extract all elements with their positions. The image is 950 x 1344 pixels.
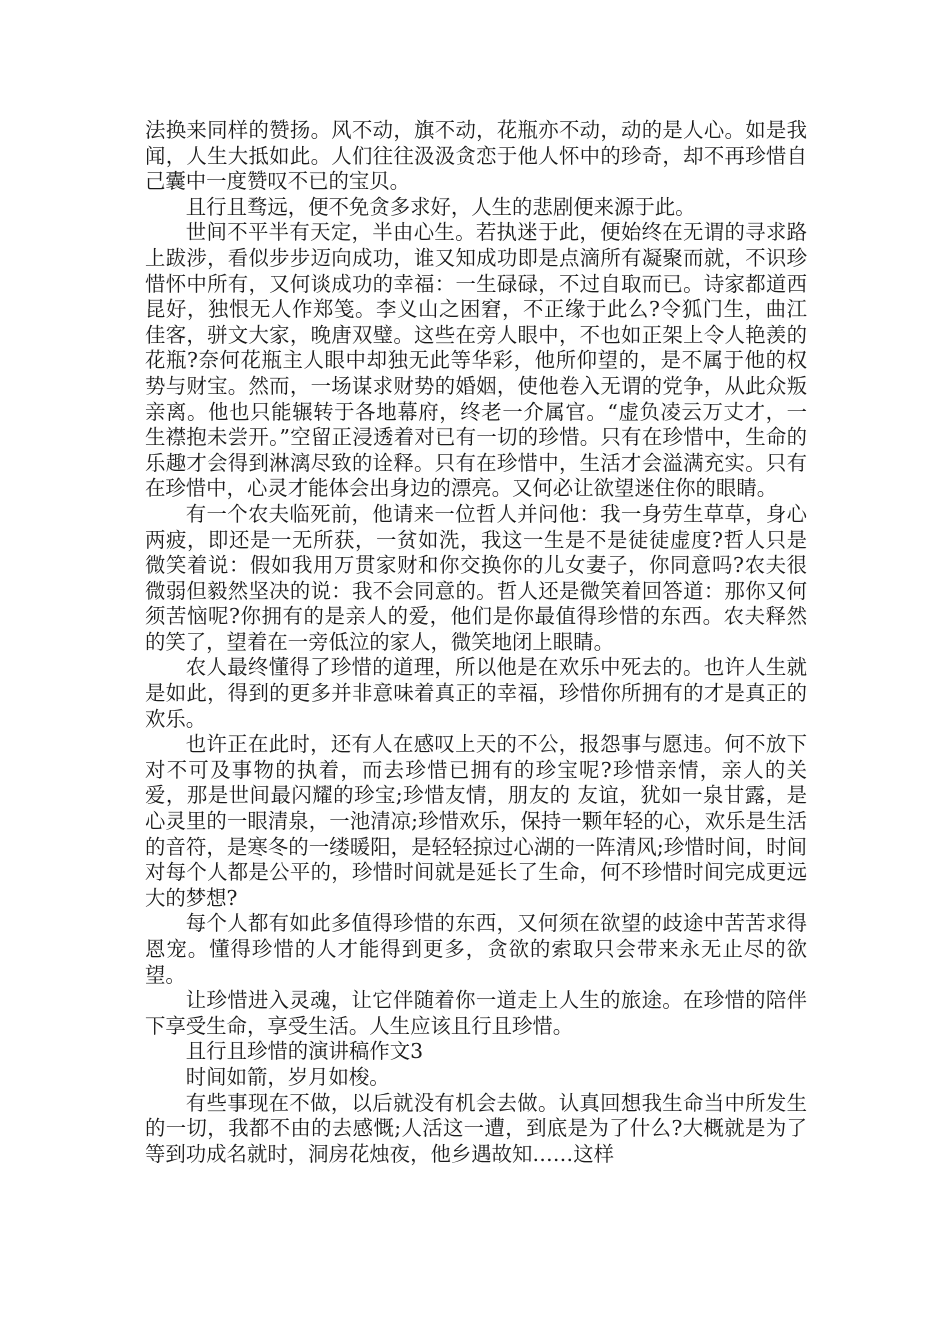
paragraph-10: 有些事现在不做，以后就没有机会去做。认真回想我生命当中所发生的一切，我都不由的去感慨;人活这一遭，到底是为了什么?大概就是为了等到功成名就时，洞房花烛夜，他乡遇故知……这样 xyxy=(145,1090,807,1166)
paragraph-3: 世间不平半有天定，半由心生。若执迷于此，便始终在无谓的寻求路上跋涉，看似步步迈向成功，谁又知成功即是点滴所有凝聚而就，不识珍惜怀中所有，又何谈成功的幸福：一生碌碌，不过自取而已。诗家都道西昆好，独恨无人作郑笺。李义山之困窘，不正缘于此么?令狐门生，曲江佳客，骈文大家，晚唐双璧。这些在旁人眼中，不也如正架上令人艳羡的花瓶?奈何花瓶主人眼中却独无此等华彩，他所仰望的，是不属于他的权势与财宝。然而，一场谋求财势的婚姻，使他卷入无谓的党争，从此众叛亲离。他也只能辗转于各地幕府，终老一介属官。“虚负凌云万丈才，一生襟抱未尝开。”空留正浸透着对已有一切的珍惜。只有在珍惜中，生命的乐趣才会得到淋漓尽致的诠释。只有在珍惜中，生活才会溢满充实。只有在珍惜中，心灵才能体会出身边的漂亮。又何必让欲望迷住你的眼睛。 xyxy=(145,220,807,501)
paragraph-9: 时间如箭，岁月如梭。 xyxy=(185,1064,390,1089)
section-heading: 且行且珍惜的演讲稿作文3 xyxy=(185,1039,424,1064)
paragraph-5: 农人最终懂得了珍惜的道理，所以他是在欢乐中死去的。也许人生就是如此，得到的更多并非意味着真正的幸福，珍惜你所拥有的才是真正的欢乐。 xyxy=(145,655,807,731)
paragraph-1: 法换来同样的赞扬。风不动，旗不动，花瓶亦不动，动的是人心。如是我闻，人生大抵如此。人们往往汲汲贪恋于他人怀中的珍奇，却不再珍惜自己囊中一度赞叹不已的宝贝。 xyxy=(145,118,807,194)
document-page xyxy=(145,118,807,1167)
paragraph-4: 有一个农夫临死前，他请来一位哲人并问他：我一身劳生草草，身心两疲，即还是一无所获，一贫如洗，我这一生是不是徒徒虚度?哲人只是微笑着说：假如我用万贯家财和你交换你的儿女妻子，你同意吗?农夫很微弱但毅然坚决的说：我不会同意的。哲人还是微笑着回答道：那你又何须苦恼呢?你拥有的是亲人的爱，他们是你最值得珍惜的东西。农夫释然的笑了，望着在一旁低泣的家人，微笑地闭上眼睛。 xyxy=(145,501,807,654)
paragraph-8: 让珍惜进入灵魂，让它伴随着你一道走上人生的旅途。在珍惜的陪伴下享受生命，享受生活。人生应该且行且珍惜。 xyxy=(145,988,807,1038)
paragraph-6: 也许正在此时，还有人在感叹上天的不公，报怨事与愿违。何不放下对不可及事物的执着，而去珍惜已拥有的珍宝呢?珍惜亲情，亲人的关爱，那是世间最闪耀的珍宝;珍惜友情，朋友的 友谊，犹如一泉甘露，是心灵里的一眼清泉，一池清凉;珍惜欢乐，保持一颗年轻的心，欢乐是生活的音符，是寒冬的一缕暖阳，是轻轻掠过心湖的一阵清风;珍惜时间，时间对每个人都是公平的，珍惜时间就是延长了生命，何不珍惜时间完成更远大的梦想? xyxy=(145,732,807,910)
paragraph-2: 且行且骛远，便不免贪多求好，人生的悲剧便来源于此。 xyxy=(185,194,696,219)
paragraph-7: 每个人都有如此多值得珍惜的东西，又何须在欲望的歧途中苦苦求得恩宠。懂得珍惜的人才能得到更多，贪欲的索取只会带来永无止尽的欲望。 xyxy=(145,911,807,987)
